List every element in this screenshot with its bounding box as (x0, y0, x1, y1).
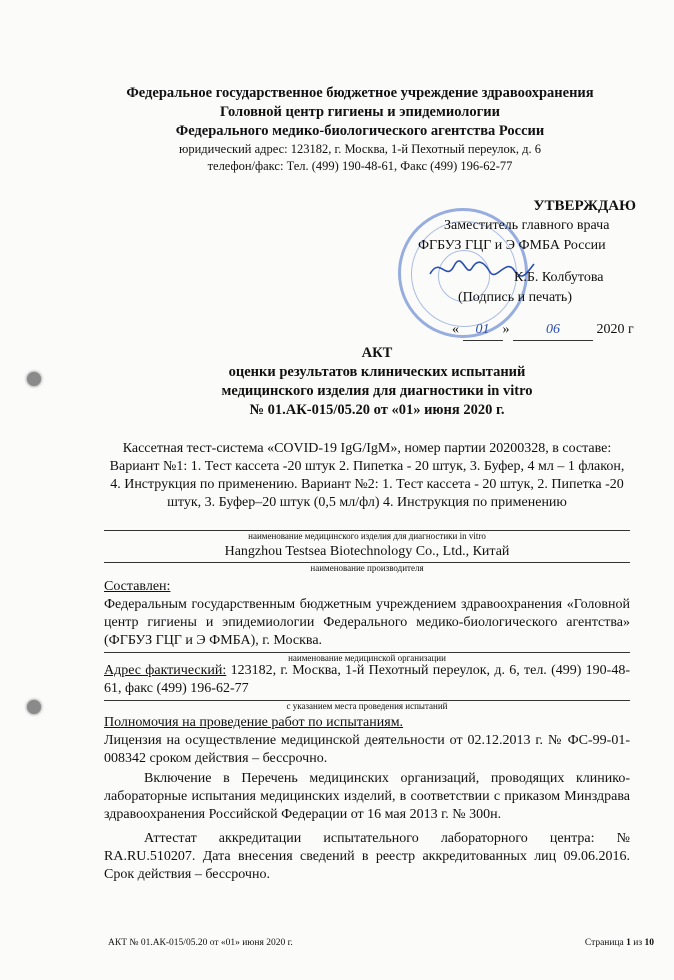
compiled-section (104, 578, 630, 664)
date-month: 06 (513, 320, 593, 341)
header-line-1: Федеральное государственное бюджетное учреждение здравоохранения (126, 85, 594, 101)
header-line-3: Федерального медико-биологического агентства России (175, 123, 545, 139)
address-label: Адрес фактический: (104, 663, 227, 678)
approval-name: К.Б. Колбутова (514, 270, 604, 285)
punch-hole (27, 372, 41, 386)
compiled-caption: наименование медицинской организации (104, 652, 630, 664)
address-caption: с указанием места проведения испытаний (104, 700, 630, 712)
product-caption-block (104, 530, 630, 542)
act-subtitle-2: медицинского изделия для диагностики in vitro (221, 383, 533, 399)
approval-position: Заместитель главного врача (444, 218, 610, 233)
product-description: Кассетная тест-система «COVID-19 IgG/IgM», номер партии 20200328, в составе: Вариант №1: 1. Тест кассета -20 штук 2. Пипетка - 20 штук, 3. Буфер, 4 мл – 1 флакон, 4. Инструкция по применению. Вариант №2: 1. Тест кассета - 20 штук, 2. Пипетка -20 штук, 3. Буфер–20 штук (0,5 мл/фл) 4. Инструкция по применению (109, 441, 625, 510)
address-text: 123182, г. Москва, 1-й Пехотный переулок, д. 6, тел. (499) 190-48-61, факс (499) 196-62-77 (104, 663, 631, 696)
header-address: юридический адрес: 123182, г. Москва, 1-й Пехотный переулок, д. 6 (179, 142, 541, 156)
footer-page-number: Страница 1 из 10 (584, 938, 654, 948)
act-number: № 01.АК-015/05.20 от «01» июня 2020 г. (249, 402, 505, 418)
compiled-text: Федеральным государственным бюджетным учреждением здравоохранения «Головной центр гигиены и эпидемиологии Федерального медико-биологического агентства» (ФГБУЗ ГЦГ и Э ФМБА), г. Москва. (104, 597, 630, 648)
compiled-label: Составлен: (104, 579, 171, 594)
approval-title: УТВЕРЖДАЮ (533, 198, 636, 214)
inclusion-text: Включение в Перечень медицинских организаций, проводящих клинико-лабораторные испытания медицинских изделий, в соответствии с приказом Минздрава здравоохранения Российской Федерации от 16 мая 2013 г. № 300н. (104, 771, 630, 822)
approval-sign-note: (Подпись и печать) (458, 290, 572, 305)
punch-hole (27, 700, 41, 714)
approval-org: ФГБУЗ ГЦГ и Э ФМБА России (418, 238, 606, 253)
date-year: 2020 г (596, 322, 634, 337)
organization-header (60, 84, 660, 175)
manufacturer: Hangzhou Testsea Biotechnology Co., Ltd., Китай (224, 544, 510, 559)
powers-section (104, 714, 630, 884)
approval-block (418, 196, 648, 341)
header-line-2: Головной центр гигиены и эпидемиологии (220, 104, 500, 120)
address-section (104, 662, 630, 712)
act-subtitle-1: оценки результатов клинических испытаний (228, 364, 526, 380)
powers-label: Полномочия на проведение работ по испытаниям. (104, 715, 404, 730)
date-day: 01 (463, 320, 503, 341)
accreditation-text: Аттестат аккредитации испытательного лабораторного центра: № RA.RU.510207. Дата внесения сведений в реестр аккредитованных лиц 09.06.2016. Срок действия – бессрочно. (104, 831, 630, 882)
act-title-block (140, 344, 614, 420)
act-title: АКТ (361, 345, 393, 361)
license-text: Лицензия на осуществление медицинской деятельности от 02.12.2013 г. № ФС-99-01-008342 сроком действия – бессрочно. (104, 733, 630, 766)
product-caption: наименование медицинского изделия для диагностики in vitro (104, 530, 630, 542)
manufacturer-caption: наименование производителя (104, 562, 630, 574)
manufacturer-caption-block (104, 562, 630, 574)
header-phone: телефон/факс: Тел. (499) 190-48-61, Факс (499) 196-62-77 (207, 159, 513, 173)
approval-date: « 01 » 06 2020 г (418, 320, 648, 341)
footer-act-ref: АКТ № 01.АК-015/05.20 от «01» июня 2020 г. (108, 938, 293, 948)
